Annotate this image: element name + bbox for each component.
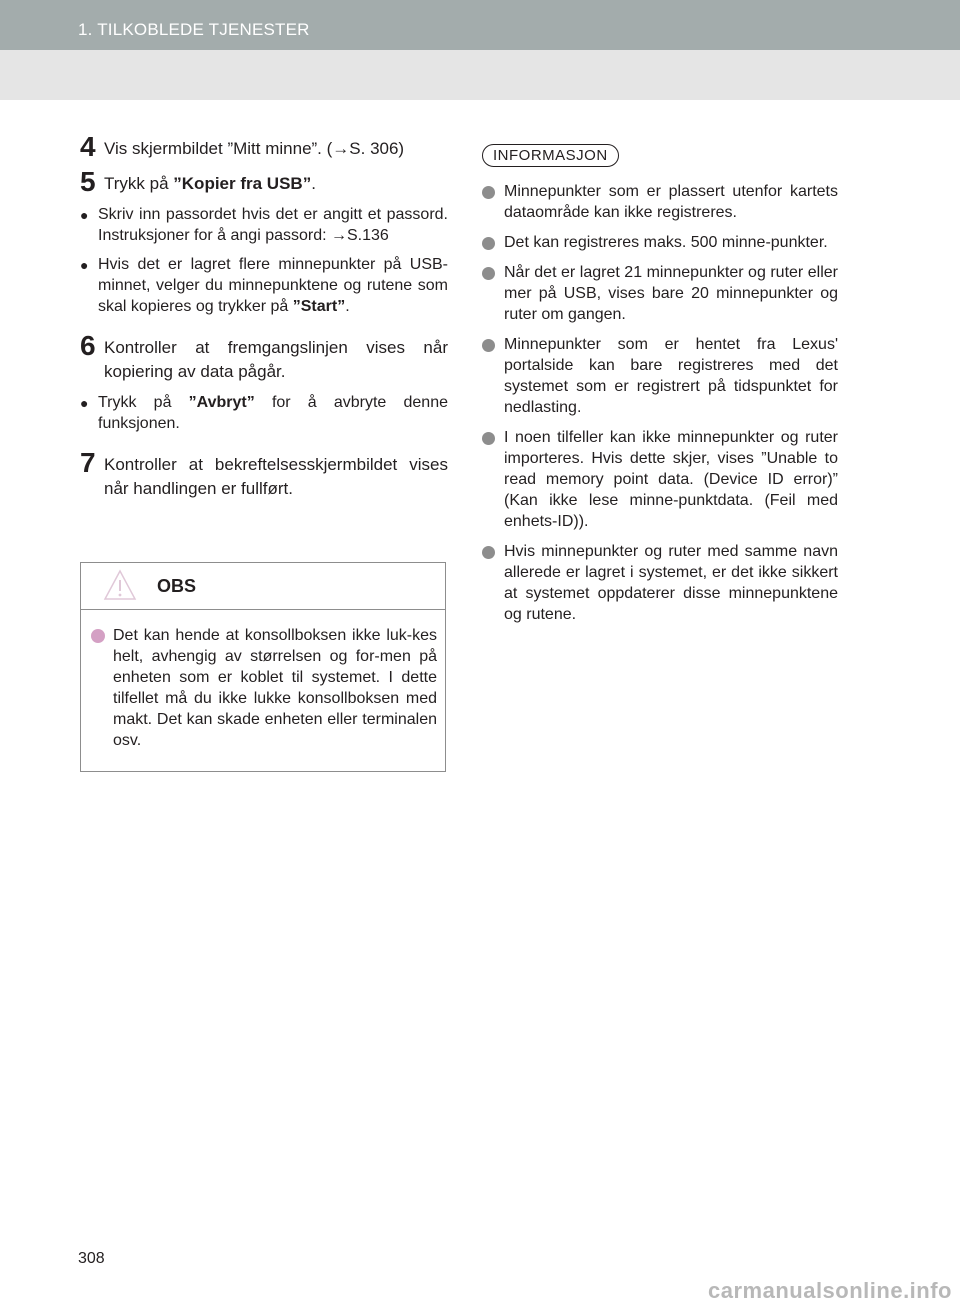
step-6 xyxy=(80,330,448,384)
step-number: 6 xyxy=(80,330,96,361)
bullet-icon xyxy=(482,339,495,352)
left-column xyxy=(80,131,449,509)
bullet-icon xyxy=(482,267,495,280)
info-list-item: Hvis minnepunkter og ruter med samme navn allerede er lagret i systemet, er det ikke sikkert at systemet oppdaterer disse minnepunktene og rutene. xyxy=(482,541,838,625)
bullet-icon: ● xyxy=(80,207,89,223)
page-number: 308 xyxy=(78,1250,105,1267)
info-title-badge: INFORMASJON xyxy=(482,144,619,167)
step-text: Vis skjermbildet ”Mitt minne”. (→S. 306) xyxy=(104,139,405,158)
list-item: ● Hvis det er lagret flere minnepunkter på USB-minnet, velger du minnepunktene og rutene som skal kopieres og trykker på ”Start”. xyxy=(80,256,448,315)
kopier-fra-usb-label: ”Kopier fra USB” xyxy=(173,174,312,193)
page-header-title: 1. TILKOBLEDE TJENESTER xyxy=(78,20,310,39)
start-label: ”Start” xyxy=(292,298,346,315)
info-list-item: I noen tilfeller kan ikke minnepunkter og ruter importeres. Hvis dette skjer, vises ”Unable to read memory point data. (Device ID error)” (Kan ikke lese minne-punktdata. (Feil med enhets-ID)). xyxy=(482,427,838,532)
info-list-item: Minnepunkter som er plassert utenfor kartets dataområde kan ikke registreres. xyxy=(482,181,838,223)
obs-title: OBS xyxy=(157,576,197,596)
watermark-link[interactable]: carmanualsonline.info xyxy=(708,1278,952,1303)
bullet-icon: ● xyxy=(80,395,89,411)
right-column xyxy=(482,144,838,634)
bullet-icon xyxy=(482,432,495,445)
obs-body xyxy=(91,625,437,759)
list-item: ● Trykk på ”Avbryt” for å avbryte denne funksjonen. xyxy=(80,394,449,432)
step-5 xyxy=(80,166,448,197)
bullet-icon: ● xyxy=(80,257,89,273)
info-list-item: Det kan registreres maks. 500 minne-punkter. xyxy=(482,232,838,253)
info-list-item: Når det er lagret 21 minnepunkter og ruter eller mer på USB, vises bare 20 minnepunkter og ruter om gangen. xyxy=(482,262,838,325)
step-text: Kontroller at fremgangslinjen vises når kopiering av data pågår. xyxy=(104,338,448,381)
step-4 xyxy=(80,131,448,162)
step-number: 5 xyxy=(80,166,96,197)
bullet-icon xyxy=(91,629,105,643)
obs-header xyxy=(81,563,445,610)
list-item: Det kan hende at konsollboksen ikke luk-kes helt, avhengig av størrelsen og for-men på enheten som er koblet til systemet. I dette tilfellet må du ikke lukke konsollboksen med makt. Det kan skade enheten eller terminalen osv. xyxy=(91,625,437,751)
step-7 xyxy=(80,447,448,501)
avbryt-label: ”Avbryt” xyxy=(188,394,255,411)
step-text: Kontroller at bekreftelsesskjermbildet vises når handlingen er fullført. xyxy=(104,455,448,498)
bullet-icon xyxy=(482,546,495,559)
bullet-icon xyxy=(482,237,495,250)
list-item: ● Skriv inn passordet hvis det er angitt et passord. Instruksjoner for å angi passord: →S.136 xyxy=(80,206,448,244)
obs-notice-box xyxy=(80,562,446,772)
header-bar xyxy=(0,0,960,50)
step-number: 4 xyxy=(80,131,96,162)
bullet-icon xyxy=(482,186,495,199)
info-list-item: Minnepunkter som er hentet fra Lexus' portalside kan bare registreres med det systemet som er registrert på tidspunktet for nedlasting. xyxy=(482,334,838,418)
warning-triangle-icon xyxy=(103,569,137,601)
step-number: 7 xyxy=(80,447,96,478)
header-band xyxy=(0,50,960,100)
step-text: Trykk på ”Kopier fra USB”. xyxy=(104,174,316,193)
